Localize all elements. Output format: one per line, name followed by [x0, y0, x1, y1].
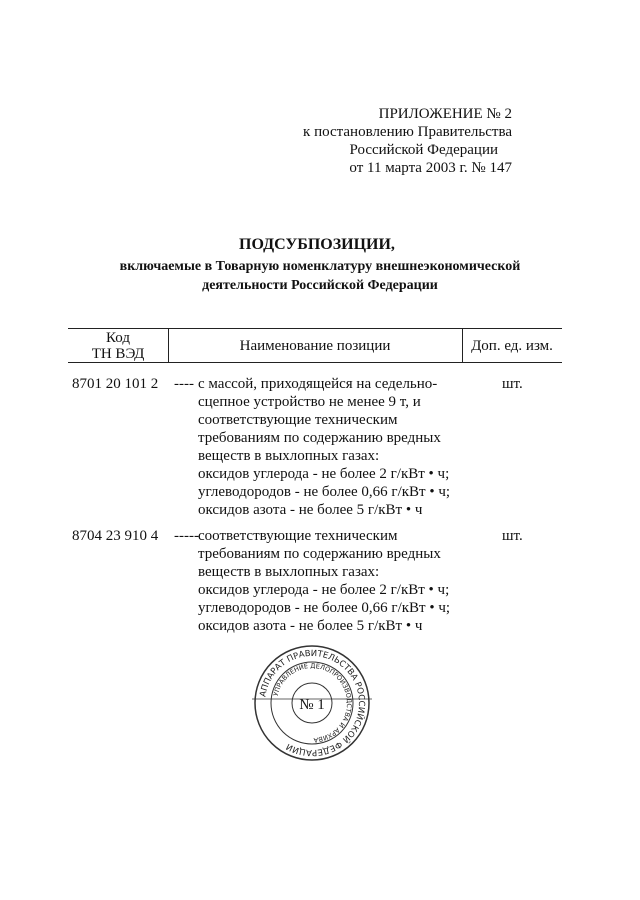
- document-title: ПОДСУБПОЗИЦИИ,: [239, 236, 395, 253]
- header-line: от 11 марта 2003 г. № 147: [349, 160, 512, 176]
- row-code: 8701 20 101 2: [72, 376, 159, 392]
- description-line: веществ в выхлопных газах:: [198, 448, 380, 464]
- description-line: оксидов азота - не более 5 г/кВт • ч: [198, 502, 423, 518]
- description-line: с массой, приходящейся на седельно-: [198, 376, 438, 392]
- column-header-name: Наименование позиции: [239, 338, 391, 354]
- header-line: к постановлению Правительства: [303, 124, 512, 140]
- description-line: оксидов углерода - не более 2 г/кВт • ч;: [198, 466, 450, 482]
- row-unit: шт.: [502, 528, 523, 544]
- description-line: сцепное устройство не менее 9 т, и: [198, 394, 421, 410]
- row-unit: шт.: [502, 376, 523, 392]
- row-description: [198, 527, 450, 635]
- row-description: [198, 375, 450, 519]
- table-header-rule: [68, 362, 562, 363]
- row-code: 8704 23 910 4: [72, 528, 159, 544]
- row-dash: -----: [174, 528, 199, 544]
- description-line: углеводородов - не более 0,66 г/кВт • ч;: [198, 484, 451, 500]
- header-line: Российской Федерации: [349, 142, 498, 158]
- appendix-label: ПРИЛОЖЕНИЕ № 2: [378, 106, 512, 122]
- official-stamp: [252, 643, 372, 763]
- description-line: углеводородов - не более 0,66 г/кВт • ч;: [198, 600, 451, 616]
- column-header-code-line: Код: [106, 330, 130, 346]
- description-line: требованиям по содержанию вредных: [198, 546, 441, 562]
- description-line: веществ в выхлопных газах:: [198, 564, 380, 580]
- table-top-rule: [68, 328, 562, 329]
- description-line: требованиям по содержанию вредных: [198, 430, 441, 446]
- document-subtitle: деятельности Российской Федерации: [202, 278, 438, 293]
- row-dash: ----: [174, 376, 194, 392]
- description-line: соответствующие техническим: [198, 412, 398, 428]
- document-subtitle: включаемые в Товарную номенклатуру внешнеэкономической: [119, 259, 521, 274]
- stamp-outer-text: АППАРАТ ПРАВИТЕЛЬСТВА РОССИЙСКОЙ ФЕДЕРАЦИИ: [258, 648, 367, 758]
- column-header-code: [68, 330, 168, 362]
- stamp-number: № 1: [299, 697, 325, 713]
- description-line: соответствующие техническим: [198, 528, 398, 544]
- description-line: оксидов азота - не более 5 г/кВт • ч: [198, 618, 423, 634]
- stamp-inner-text: УПРАВЛЕНИЕ ДЕЛОПРОИЗВОДСТВА И АРХИВА: [271, 661, 354, 745]
- column-header-unit: Доп. ед. изм.: [471, 338, 553, 354]
- column-header-code-line: ТН ВЭД: [91, 346, 145, 362]
- description-line: оксидов углерода - не более 2 г/кВт • ч;: [198, 582, 450, 598]
